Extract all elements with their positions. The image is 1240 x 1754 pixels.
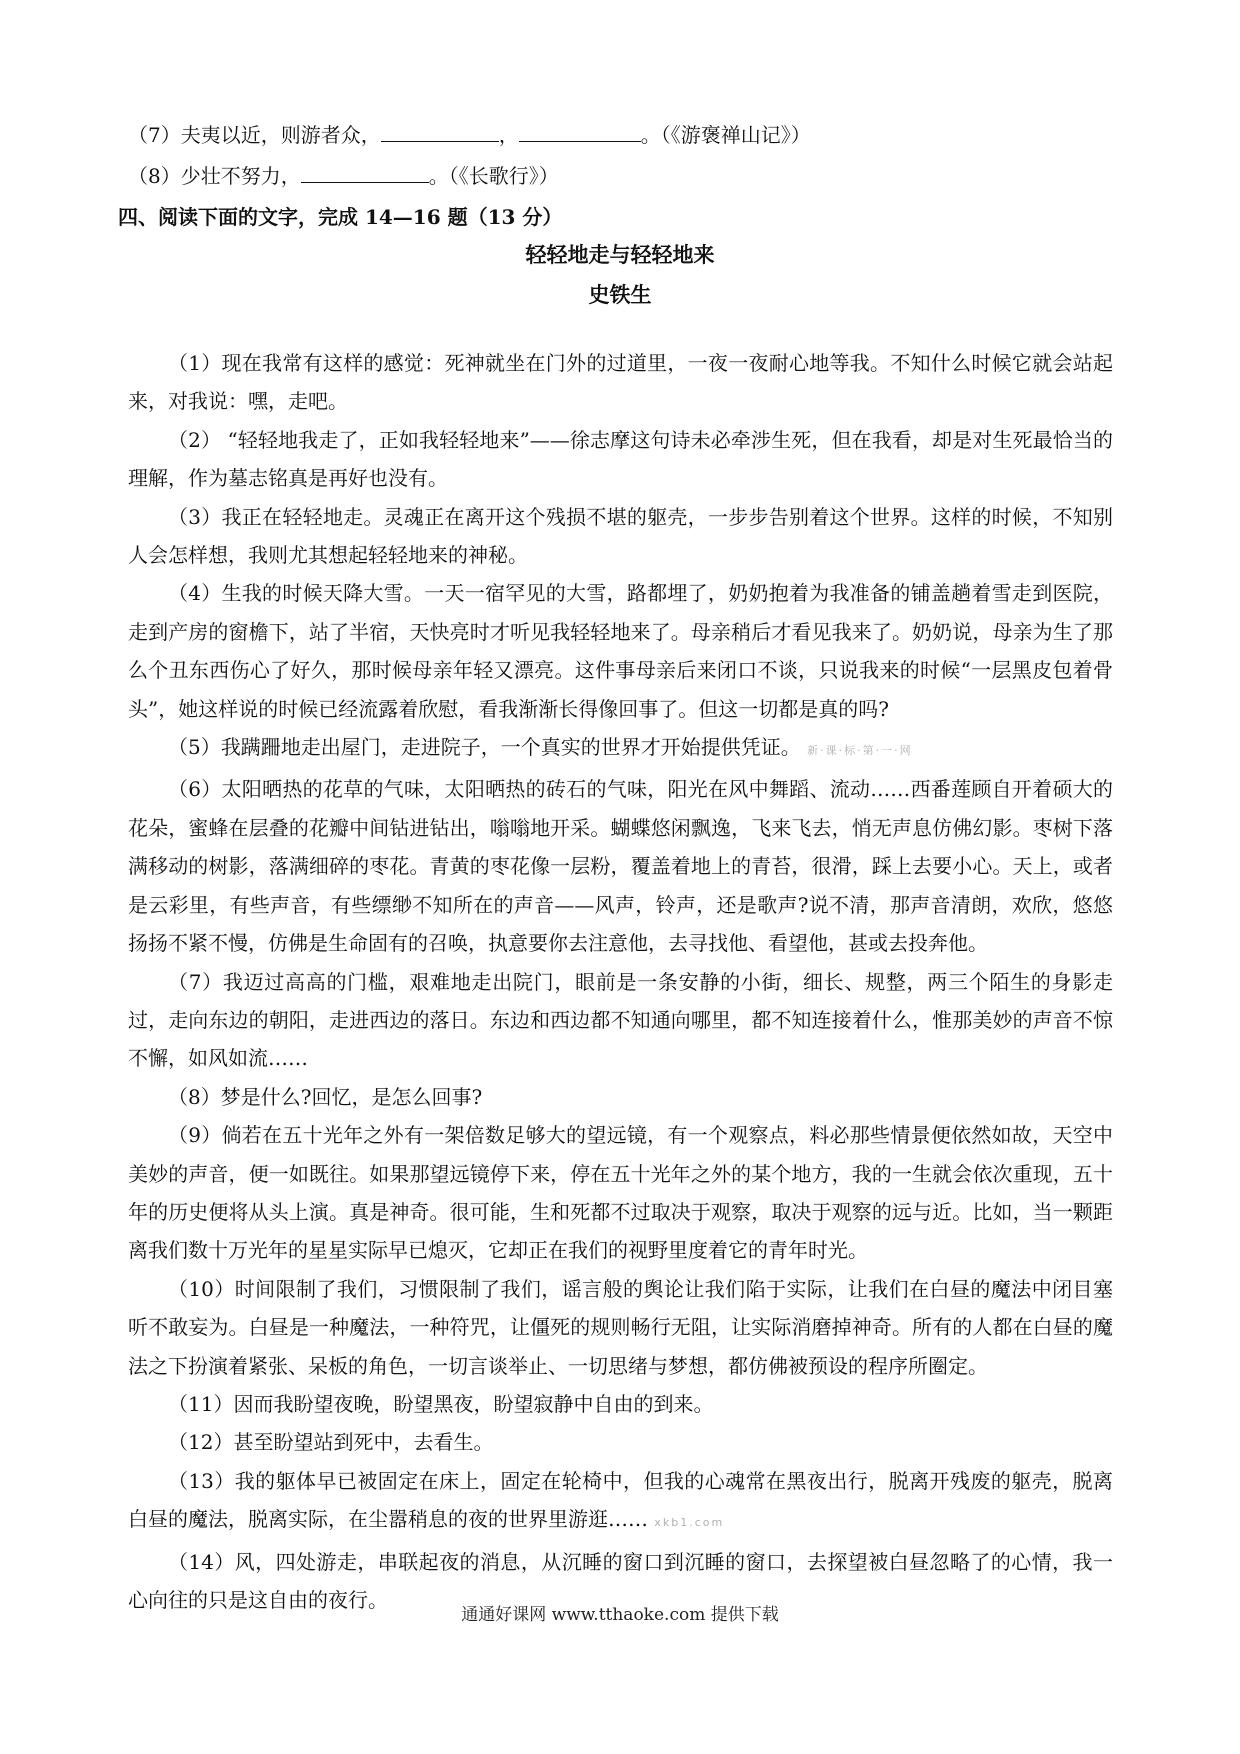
- paragraph: （9）倘若在五十光年之外有一架倍数足够大的望远镜，有一个观察点，料必那些情景便依然如故，天空中美妙的声音，便一如既往。如果那望远镜停下来，停在五十光年之外的某个地方，我的一生就会依次重现，五十年的历史便将从头上演。真是神奇。很可能，生和死都不过取决于观察，取决于观察的远与近。比如，当一颗距离我们数十万光年的星星实际早已熄灭，它却正在我们的视野里度着它的青年时光。: [128, 1123, 1113, 1263]
- page-footer: 通通好课网 www.tthaoke.com 提供下载: [461, 1605, 779, 1625]
- paragraph: （3）我正在轻轻地走。灵魂正在离开这个残损不堪的躯壳，一步步告别着这个世界。这样的时候，不知别人会怎样想，我则尤其想起轻轻地来的神秘。: [128, 504, 1113, 568]
- watermark: 新·课·标·第·一·网: [807, 744, 913, 758]
- paragraph: （6）太阳晒热的花草的气味，太阳晒热的砖石的气味，阳光在风中舞蹈、流动……西番莲顾自开着硕大的花朵，蜜蜂在层叠的花瓣中间钻进钻出，嗡嗡地开采。蝴蝶悠闲飘逸，飞来飞去，悄无声息仿佛幻影。枣树下落满移动的树影，落满细碎的枣花。青黄的枣花像一层粉，覆盖着地上的青苔，很滑，踩上去要小心。天上，或者是云彩里，有些声音，有些缥缈不知所在的声音——风声，铃声，还是歌声?说不清，那声音清朗，欢欣，悠悠扬扬不紧不慢，仿佛是生命固有的召唤，执意要你去注意他，去寻找他、看望他，甚或去投奔他。: [128, 777, 1113, 956]
- sentence-end: 。: [640, 123, 661, 147]
- answer-blank[interactable]: [301, 164, 429, 183]
- article-title: 轻轻地走与轻轻地来: [525, 242, 715, 267]
- source-citation: （《长歌行》）: [448, 164, 559, 188]
- sentence-end: 。: [428, 164, 449, 188]
- separator: ，: [498, 123, 519, 147]
- paragraph: （2） “轻轻地我走了，正如我轻轻地来”——徐志摩这句诗未必牵涉生死，但在我看，却是对生死最恰当的理解，作为墓志铭真是再好也没有。: [128, 427, 1113, 491]
- paragraph: （8）梦是什么?回忆，是怎么回事?: [168, 1084, 483, 1109]
- article-author: 史铁生: [588, 282, 652, 307]
- answer-blank[interactable]: [519, 123, 641, 142]
- source-citation: （《游褒禅山记》）: [660, 123, 811, 147]
- paragraph: （1）现在我常有这样的感觉：死神就坐在门外的过道里，一夜一夜耐心地等我。不知什么时候它就会站起来，对我说：嘿，走吧。: [128, 351, 1113, 414]
- paragraph: （4）生我的时候天降大雪。一天一宿罕见的大雪，路都埋了，奶奶抱着为我准备的铺盖趟着雪走到医院，走到产房的窗檐下，站了半宿，天快亮时才听见我轻轻地来了。母亲稍后才看见我来了。奶奶说，母亲为生了那么个丑东西伤心了好久，那时候母亲年轻又漂亮。这件事母亲后来闭口不谈，只说我来的时候“一层黑皮包着骨头”，她这样说的时候已经流露着欣慰，看我渐渐长得像回事了。但这一切都是真的吗?: [128, 581, 1113, 721]
- watermark: xkb1.com: [654, 1516, 725, 1530]
- article-body: [128, 344, 1113, 1619]
- fill-in-q8: [128, 164, 559, 188]
- paragraph-text: （5）我蹒跚地走出屋门，走进院子，一个真实的世界才开始提供凭证。: [168, 735, 801, 760]
- question-number: （7）: [128, 123, 181, 147]
- paragraph: （10）时间限制了我们，习惯限制了我们，谣言般的舆论让我们陷于实际，让我们在白昼的魔法中闭目塞听不敢妄为。白昼是一种魔法，一种符咒，让僵死的规则畅行无阻，让实际消磨掉神奇。所有的人都在白昼的魔法之下扮演着紧张、呆板的角色，一切言谈举止、一切思绪与梦想，都仿佛被预设的程序所圈定。: [128, 1276, 1113, 1378]
- answer-blank[interactable]: [381, 123, 499, 142]
- paragraph-text: （13）我的躯体早已被固定在床上，固定在轮椅中，但我的心魂常在黑夜出行，脱离开残废的躯壳，脱离白昼的魔法，脱离实际，在尘嚣稍息的夜的世界里游逛……: [128, 1468, 1113, 1532]
- fill-in-q7: [128, 123, 811, 147]
- paragraph: [128, 1462, 1113, 1543]
- paragraph: （7）我迈过高高的门槛，艰难地走出院门，眼前是一条安静的小街，细长、规整，两三个陌生的身影走过，走向东边的朝阳，走进西边的落日。东边和西边都不知通向哪里，都不知连接着什么，惟那美妙的声音不惊不懈，如风如流……: [128, 969, 1113, 1071]
- question-number: （8）: [128, 164, 181, 188]
- paragraph: [128, 728, 1113, 770]
- paragraph: （11）因而我盼望夜晚，盼望黑夜，盼望寂静中自由的到来。: [168, 1391, 714, 1416]
- question-text: 少壮不努力，: [180, 164, 301, 188]
- section-heading: 四、阅读下面的文字，完成 14—16 题（13 分）: [118, 205, 563, 229]
- question-text: 夫夷以近，则游者众，: [180, 123, 381, 147]
- paragraph: （12）甚至盼望站到死中，去看生。: [168, 1430, 494, 1455]
- paragraph: （14）风，四处游走，串联起夜的消息，从沉睡的窗口到沉睡的窗口，去探望被白昼忽略了的心情，我一心向往的只是这自由的夜行。: [128, 1549, 1113, 1612]
